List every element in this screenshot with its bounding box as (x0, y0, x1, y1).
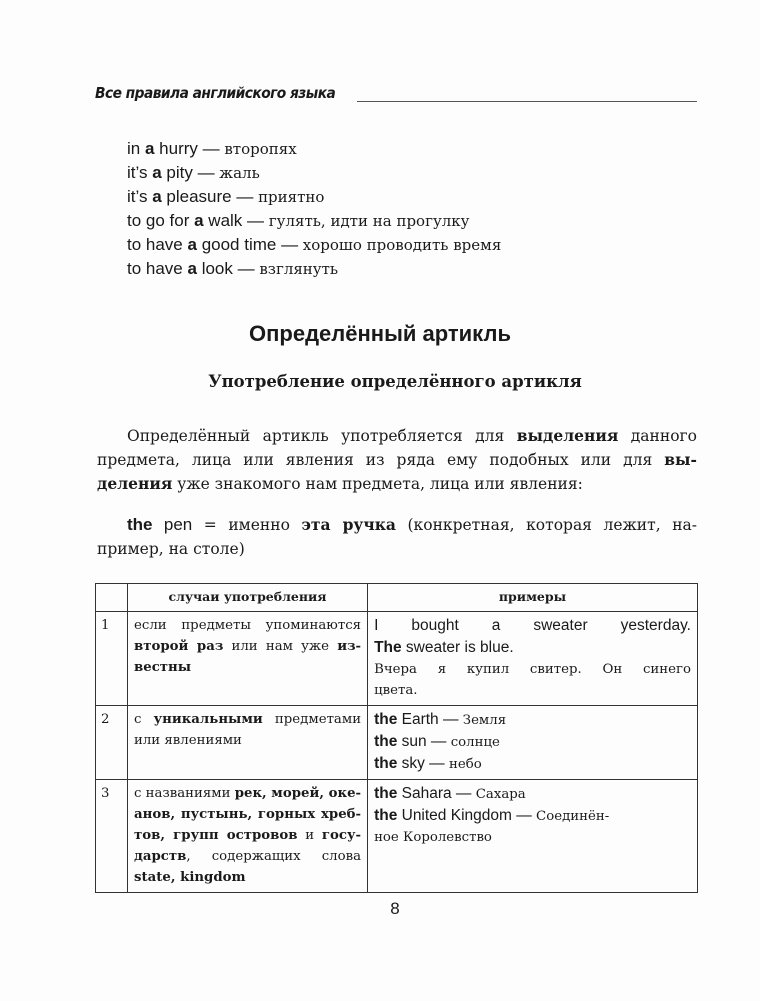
cell-line (134, 783, 361, 804)
phrase-item (127, 233, 501, 257)
cell-line (134, 636, 361, 657)
running-header: Все правила английского языка (95, 84, 336, 102)
bold-text: a (194, 211, 204, 230)
text-segment: to go for (127, 211, 195, 230)
cell-line (134, 846, 361, 867)
text-segment: sweater is blue. (401, 639, 514, 656)
examples-cell (368, 780, 698, 893)
bold-text: эта ручка (301, 515, 396, 534)
phrase-item (127, 185, 501, 209)
cell-line (374, 805, 691, 827)
text-segment: пример, на столе) (97, 540, 245, 558)
page-number: 8 (390, 899, 400, 918)
text-segment: хорошо проводить время (302, 236, 502, 254)
bold-text: a (187, 259, 197, 278)
examples-cell (368, 706, 698, 780)
text-segment: если предметы упоминаются (134, 618, 362, 633)
subsection-title: Употребление определённого артикля (208, 372, 582, 391)
text-segment: Земля (462, 713, 507, 728)
bold-text: the (374, 711, 398, 728)
examples-cell (368, 612, 698, 706)
table-row (96, 780, 698, 893)
paragraph-line (97, 537, 697, 561)
text-segment: , содержащих слова (186, 849, 362, 864)
text-segment: Определённый артикль употребляется для (127, 427, 517, 445)
header-examples: примеры (368, 584, 698, 612)
cell-line (374, 827, 691, 848)
text-segment: цвета. (374, 683, 418, 698)
bold-text: из- (337, 639, 362, 654)
text-segment: второпях (224, 140, 297, 158)
bold-text: the (374, 755, 398, 772)
header-rule (357, 101, 697, 102)
bold-text: a (187, 235, 197, 254)
bold-text: вы- (664, 450, 697, 469)
table-row (96, 706, 698, 780)
text-segment: Вчера я купил свитер. Он синего (374, 662, 691, 677)
bold-text: the (374, 807, 398, 824)
text-segment: to have (127, 235, 188, 254)
bold-text: деления (97, 474, 173, 493)
cell-line (134, 804, 361, 825)
text-segment: ное Королевство (374, 830, 492, 845)
table-header-row (96, 584, 698, 612)
paragraph-line (97, 424, 697, 448)
row-number: 2 (96, 706, 128, 780)
paragraph-line (97, 513, 697, 537)
text-segment: взглянуть (259, 260, 339, 278)
header-number (96, 584, 128, 612)
section-title: Определённый артикль (249, 321, 511, 346)
text-segment: hurry — (154, 139, 225, 158)
paragraph-line (97, 472, 697, 496)
text-segment: pen (152, 515, 193, 534)
text-segment: приятно (258, 188, 325, 206)
text-segment: уже знакомого нам предмета, лица или явления: (172, 475, 583, 493)
text-segment: pity — (161, 163, 220, 182)
text-segment: sun — (397, 733, 451, 750)
bold-text: дарств (134, 849, 187, 864)
bold-text: тов, групп островов (134, 828, 298, 843)
text-segment: солнце (450, 735, 500, 750)
phrase-item (127, 161, 501, 185)
cell-line (134, 867, 361, 888)
example-paragraph (97, 513, 697, 561)
bold-text: a (152, 187, 162, 206)
text-segment: it’s (127, 187, 153, 206)
bold-text: The (374, 639, 402, 656)
usage-table (95, 583, 698, 893)
text-segment: walk — (203, 211, 269, 230)
table-row (96, 612, 698, 706)
paragraph-line (97, 448, 697, 472)
intro-paragraph (97, 424, 697, 496)
cell-line (134, 657, 361, 678)
text-segment: Earth — (397, 711, 463, 728)
cell-line (374, 731, 691, 753)
text-segment: Sahara — (397, 785, 476, 802)
phrase-item (127, 137, 501, 161)
text-segment: pleasure — (161, 187, 259, 206)
bold-text: a (144, 139, 155, 158)
text-segment: небо (448, 757, 482, 772)
cell-line (134, 709, 361, 730)
phrase-item (127, 257, 501, 281)
cell-line (374, 680, 691, 701)
text-segment: или явлениями (134, 733, 242, 748)
phrase-list (127, 137, 501, 281)
text-segment: = именно (192, 516, 302, 534)
bold-text: второй раз (134, 639, 224, 654)
bold-text: the (374, 733, 398, 750)
text-segment: предмета, лица или явления из ряда ему подобных или для (97, 451, 665, 469)
case-cell (128, 706, 368, 780)
text-segment: United Kingdom — (397, 807, 537, 824)
text-segment: (конкретная, которая лежит, на- (395, 516, 698, 534)
text-segment: I bought a sweater yesterday. (374, 617, 691, 634)
bold-text: анов, пустынь, горных хреб- (134, 807, 362, 822)
text-segment: с (134, 712, 154, 727)
cell-line (134, 730, 361, 751)
text-segment: с названиями (134, 786, 235, 801)
bold-text: state, kingdom (134, 870, 246, 885)
cell-line (374, 753, 691, 775)
text-segment: или нам уже (223, 639, 338, 654)
bold-text: вестны (134, 660, 192, 675)
case-cell (128, 612, 368, 706)
text-segment: гулять, идти на прогулку (268, 212, 470, 230)
text-segment: данного (618, 427, 697, 445)
bold-text: the (374, 785, 398, 802)
row-number: 3 (96, 780, 128, 893)
cell-line (374, 637, 691, 659)
case-cell (128, 780, 368, 893)
text-segment: предметами (262, 712, 362, 727)
cell-line (374, 783, 691, 805)
header-cases: случаи употребления (128, 584, 368, 612)
row-number: 1 (96, 612, 128, 706)
phrase-item (127, 209, 501, 233)
bold-text: госу- (321, 828, 362, 843)
text-segment: Сахара (475, 787, 526, 802)
text-segment: sky — (397, 755, 449, 772)
text-segment: in (127, 139, 145, 158)
bold-text: уникальными (153, 712, 263, 727)
bold-text: рек, морей, оке- (234, 786, 362, 801)
text-segment: Соединён- (536, 809, 610, 824)
cell-line (374, 709, 691, 731)
text-segment: look — (196, 259, 260, 278)
text-segment: it’s (127, 163, 153, 182)
text-segment: to have (127, 259, 188, 278)
bold-text: a (152, 163, 162, 182)
cell-line (374, 615, 691, 637)
cell-line (134, 615, 361, 636)
bold-text: the (127, 515, 153, 534)
cell-line (134, 825, 361, 846)
text-segment: good time — (196, 235, 303, 254)
bold-text: выделения (516, 426, 619, 445)
text-segment: жаль (219, 164, 260, 182)
text-segment: и (297, 828, 322, 843)
cell-line (374, 659, 691, 680)
